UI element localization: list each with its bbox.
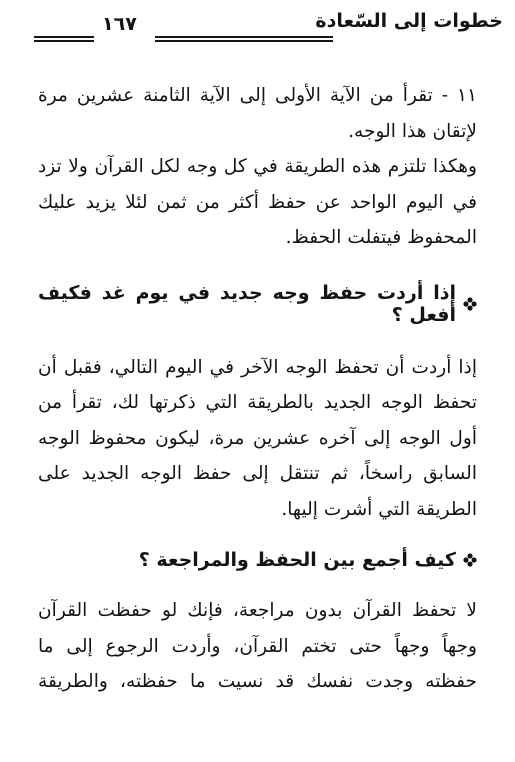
paragraph-new-page: إذا أردت أن تحفظ الوجه الآخر في اليوم التالي، فقبل أن تحفظ الوجه الجديد بالطريقة التي ذكرتها لك، تقرأ من أول الوجه إلى آخره عشرين مرة، ليكون محفوظ الوجه السابق راسخاً، ثم تنتقل إلى حفظ الوجه الجديد على الطريقة التي أشرت إليها.	[38, 356, 477, 520]
heading-new-page	[38, 282, 477, 326]
running-header	[18, 10, 503, 46]
heading-review	[38, 549, 477, 571]
header-rule-left	[34, 36, 94, 42]
page-number: ١٦٧	[102, 13, 137, 35]
item-11-line-1: ١١ - تقرأ من الآية الأولى إلى الآية الثامنة عشرين مرة	[38, 85, 477, 106]
paragraph-rule: وهكذا تلتزم هذه الطريقة في كل وجه لكل القرآن ولا تزد في اليوم الواحد عن حفظ أكثر من ثمن لئلا يزيد عليك المحفوظ فيتفلت الحفظ.	[38, 156, 477, 248]
header-rule-right	[155, 36, 333, 42]
flower-ornament-icon	[463, 553, 477, 567]
flower-ornament-icon	[463, 297, 477, 311]
page-body	[38, 78, 477, 700]
paragraph-review: لا تحفظ القرآن بدون مراجعة، فإنك لو حفظت القرآن وجهاً وجهاً حتى تختم القرآن، وأردت الرجوع إلى ما حفظته وجدت نفسك قد نسيت ما حفظته، والطريقة	[38, 600, 477, 692]
heading-new-page-text: إذا أردت حفظ وجه جديد في يوم غد فكيف أفعل ؟	[38, 281, 456, 326]
book-title: خطوات إلى السّعادة	[315, 10, 503, 32]
item-11-line-2: لإتقان هذا الوجه.	[348, 120, 477, 142]
heading-review-text: كيف أجمع بين الحفظ والمراجعة ؟	[138, 549, 456, 571]
